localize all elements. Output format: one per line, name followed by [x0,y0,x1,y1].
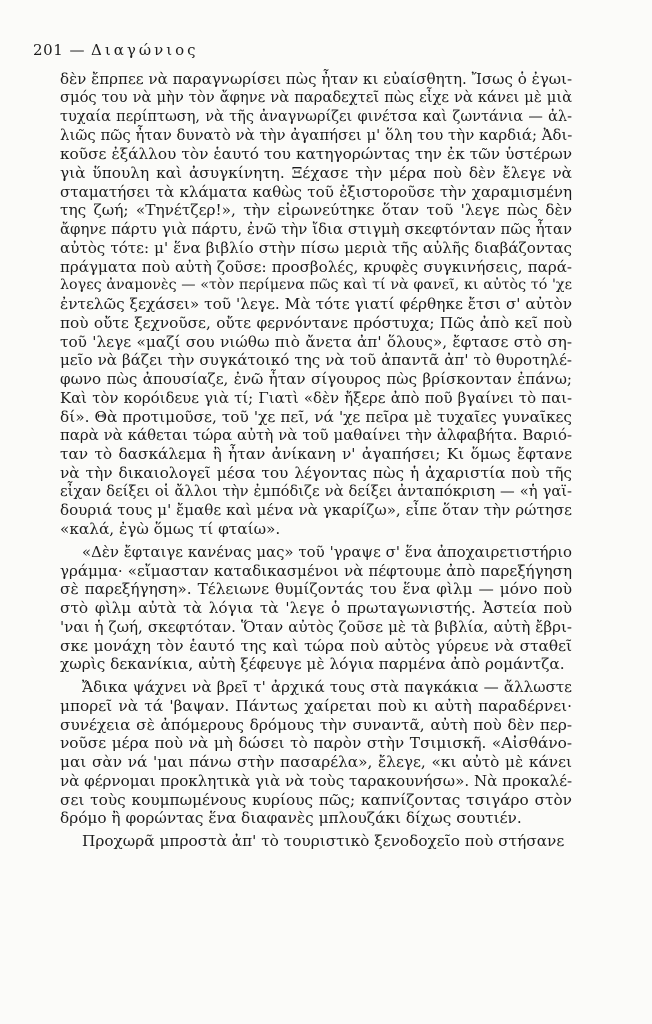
text-line: κοῦσε ἐξάλλου τὸν ἑαυτό του κατηγορώντας την ἐκ τῶν ὑστέρων [60,145,572,163]
text-line: ταν τὸ δασκάλεμα ἢ ἦταν ἀνίκανη ν' ἀγαπήσει; Κι ὅμως ἔφτανε [60,445,572,463]
text-line: μεῖο νὰ βάζει τὴν συγκάτοικό της νὰ τοῦ ἀπαντᾶ ἀπ' τὸ θυροτηλέ- [60,351,572,370]
paragraph [60,678,572,828]
paragraph [60,543,572,674]
page-number: 201 [33,41,64,59]
text-line: «καλά, ἐγὼ ὅμως τί φταίω». [60,520,281,538]
text-line: δὲν ἔπρπεε νὰ παραγνωρίσει πὼς ἦταν κι εὐαίσθητη. Ἴσως ὁ ἐγωι- [60,70,573,88]
text-line: νοῦσε μέρα ποὺ νὰ μὴ δώσει τὸ παρὸν στὴν Τσιμισκῆ. «Αἰσθάνο- [60,734,572,753]
text-line: φωνο πὼς ἀπουσίαζε, ἐνῶ ἦταν σίγουρος πὼς βρίσκονταν ἐπάνω; [60,370,572,388]
text-line: χωρὶς δεκανίκια, αὐτὴ ξέφευγε μὲ λόγια παρμένα ἀπὸ ρομάντζα. [60,655,565,674]
text-line: λογες ἀναμονὲς — «τὸν περίμενα πῶς καὶ τί νὰ φανεῖ, κι αὐτὸς τό 'χε [60,277,572,294]
text-line: αὐτὸς τότε: μ' ἕνα βιβλίο στὴν πίσω μεριὰ τῆς αὐλῆς διαβάζοντας [60,238,572,257]
text-line: τυχαία περίπτωση, νὰ τῆς ἀναγνωρίζει φινέτσα καὶ ζωντάνια — ἀλ- [60,108,572,125]
text-line: συνέχεια σὲ ἀπόμερους δρόμους τὴν συναντᾶ, αὐτὴ ποὺ δὲν περ- [60,715,572,734]
text-line: «Δὲν ἔφταιγε κανένας μας» τοῦ 'γραψε σ' ἕνα ἀποχαιρετιστήριο [82,542,572,561]
paragraph [60,832,572,851]
text-line: γιὰ ὕπουλη καὶ ἀσυγκίνητη. Ξέχασε τὴν μέρα ποὺ δὲν ἔλεγε νὰ [60,163,572,182]
running-header [33,41,199,59]
text-line: ποὺ οὔτε ξεχνοῦσε, οὔτε φερνόντανε πρόστυχα; Πῶς ἀπὸ κεῖ ποὺ [60,313,572,332]
text-line: σὲ παρεξήγηση». Τέλειωνε θυμίζοντάς του ἕνα φὶλμ — μόνο ποὺ [60,580,572,599]
text-line: νὰ φέρνομαι προκλητικὰ γιὰ νὰ τοὺς ταρακουνήσω». Νὰ προκαλέ- [60,771,573,790]
text-line: 'ναι ἡ ζωή, σκεφτόταν. Ὅταν αὐτὸς ζοῦσε μὲ τὰ βιβλία, αὐτὴ ἔβρι- [60,617,572,636]
text-line: νὰ τὴν δικαιολογεῖ μέσα του λέγοντας πὼς ἡ ἀχαριστία ποὺ τῆς [60,463,572,482]
body-text [60,70,572,851]
text-line: σταματήσει τὰ κλάματα καθὼς τοῦ ἐξιστοροῦσε τὴν χαραμισμένη [60,182,572,201]
text-line: λιῶς πῶς ἦταν δυνατὸ νὰ τὴν ἀγαπήσει μ' ὅλη του τὴν καρδιά; Ἀδι- [60,126,573,145]
text-line: της ζωή; «Τηνέτζερ!», τὴν εἰρωνεύτηκε ὅταν τοῦ 'λεγε πὼς δὲν [60,201,572,220]
text-line: Προχωρᾶ μπροστὰ ἀπ' τὸ τουριστικὸ ξενοδοχεῖο ποὺ στήσανε [82,832,565,850]
text-line: μαι σὰν νά 'μαι πάνω στὴν πασαρέλα», ἔλεγε, «κι αὐτὸ μὲ κάνει [60,753,572,771]
text-line: ἐντελῶς ξεχάσει» τοῦ 'λεγε. Μὰ τότε γιατί φέρθηκε ἔτσι σ' αὐτὸν [60,295,572,313]
text-line: σμός του νὰ μὴν τὸν ἄφηνε νὰ παραδεχτεῖ πὼς εἶχε νὰ κάνει μὲ μιὰ [60,88,572,106]
text-line: Ἄδικα ψάχνει νὰ βρεῖ τ' ἀρχικά τους στὰ παγκάκια — ἄλλωστε [82,678,572,696]
text-line: δί». Θὰ προτιμοῦσε, τοῦ 'χε πεῖ, νά 'χε πεῖρα μὲ τυχαῖες γυναῖκες [60,407,572,426]
book-title: Διαγώνιος [91,41,199,59]
text-line: παρὰ νὰ κάθεται τώρα αὐτὴ νὰ τοῦ μαθαίνει τὴν ἀλφαβήτα. Βαριό- [60,426,572,445]
text-line: εἶχαν δείξει οἱ ἄλλοι τὴν ἐμπόδιζε νὰ δείξει ἀνταπόκριση — «ἡ γαϊ- [60,482,572,500]
header-separator: — [69,41,86,59]
paragraph [60,70,572,539]
text-line: ἄφηνε πάρτυ γιὰ πάρτυ, ἐνῶ τὴν ἴδια στιγμὴ σκεφτόνταν πῶς ἦταν [60,220,572,238]
text-line: δουριά τους μ' ἔμαθε καὶ μένα νὰ γκαρίζω», εἶπε ὅταν τὴν ρώτησε [60,501,572,520]
text-line: δρόμο ἢ φορώντας ἕνα διαφανὲς μπλουζάκι δίχως σουτιέν. [60,809,522,828]
text-line: σει τοὺς κουμπωμένους κυρίους πῶς; καπνίζοντας τσιγάρο στὸν [60,790,572,809]
text-line: μπορεῖ νὰ τά 'βαψαν. Πάντως χαίρεται ποὺ κι αὐτὴ παραδέρνει· [60,696,572,715]
text-line: πράγματα ποὺ αὐτὴ ζοῦσε: προσβολές, κρυφὲς συγκινήσεις, παρά- [60,257,572,276]
text-line: τοῦ 'λεγε «μαζί σου νιώθω πιὸ ἄνετα ἀπ' ὅλους», ἔφτασε στὸ ση- [60,332,572,351]
text-line: στὸ φὶλμ αὐτὰ τὰ λόγια τὰ 'λεγε ὁ πρωταγωνιστής. Ἀστεία ποὺ [60,599,572,617]
text-line: γράμμα· «εἴμασταν καταδικασμένοι νὰ πέφτουμε ἀπὸ παρεξήγηση [60,561,572,580]
text-line: σκε μονάχη τὸν ἑαυτό της καὶ τώρα ποὺ αὐτὸς γύρευε νὰ σταθεῖ [60,636,572,655]
text-line: Καὶ τὸν κορόιδευε γιὰ τί; Γιατὶ «δὲν ἤξερε ἀπὸ ποῦ βγαίνει τὸ παι- [60,388,572,407]
